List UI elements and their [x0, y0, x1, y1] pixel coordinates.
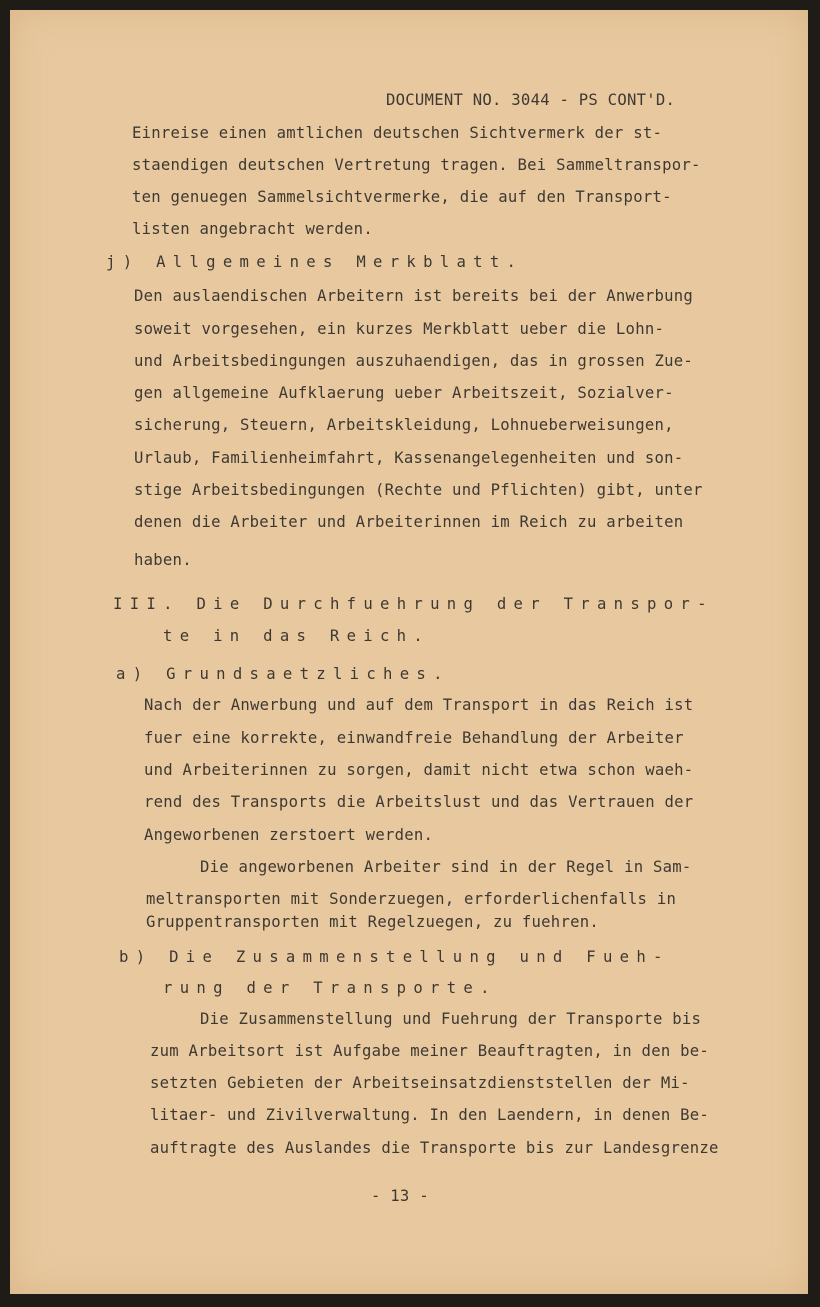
text-line: und Arbeiterinnen zu sorgen, damit nicht etwa schon waeh- — [144, 761, 694, 779]
text-line: Angeworbenen zerstoert werden. — [144, 826, 434, 844]
text-line: Die Zusammenstellung und Fuehrung der Transporte bis — [200, 1010, 702, 1028]
subsection-heading: rung der Transporte. — [163, 979, 497, 997]
text-line: Gruppentransporten mit Regelzuegen, zu fuehren. — [146, 913, 599, 931]
page-number: - 13 - — [371, 1187, 429, 1205]
section-heading: III. Die Durchfuehrung der Transpor- — [113, 595, 714, 613]
text-line: auftragte des Auslandes die Transporte bis zur Landesgrenze — [150, 1139, 719, 1157]
text-line: listen angebracht werden. — [132, 220, 373, 238]
text-line: soweit vorgesehen, ein kurzes Merkblatt ueber die Lohn- — [134, 320, 665, 338]
text-line: litaer- und Zivilverwaltung. In den Laendern, in denen Be- — [150, 1106, 710, 1124]
text-line: Die angeworbenen Arbeiter sind in der Regel in Sam- — [200, 858, 692, 876]
text-line: meltransporten mit Sonderzuegen, erforderlichenfalls in — [146, 890, 677, 908]
text-line: sicherung, Steuern, Arbeitskleidung, Lohnueberweisungen, — [134, 416, 674, 434]
text-line: Den auslaendischen Arbeitern ist bereits bei der Anwerbung — [134, 287, 694, 305]
subsection-heading: a) Grundsaetzliches. — [116, 665, 450, 683]
text-line: und Arbeitsbedingungen auszuhaendigen, das in grossen Zue- — [134, 352, 694, 370]
section-heading: j) Allgemeines Merkblatt. — [106, 253, 524, 271]
text-line: stige Arbeitsbedingungen (Rechte und Pflichten) gibt, unter — [134, 481, 703, 499]
text-line: Nach der Anwerbung und auf dem Transport in das Reich ist — [144, 696, 694, 714]
text-line: Einreise einen amtlichen deutschen Sichtvermerk der st- — [132, 124, 663, 142]
text-line: denen die Arbeiter und Arbeiterinnen im Reich zu arbeiten — [134, 513, 684, 531]
section-heading: te in das Reich. — [163, 627, 431, 645]
text-line: rend des Transports die Arbeitslust und das Vertrauen der — [144, 793, 694, 811]
subsection-heading: b) Die Zusammenstellung und Fueh- — [119, 948, 670, 966]
text-line: fuer eine korrekte, einwandfreie Behandlung der Arbeiter — [144, 729, 684, 747]
text-line: haben. — [134, 551, 192, 569]
text-line: Urlaub, Familienheimfahrt, Kassenangelegenheiten und son- — [134, 449, 684, 467]
text-line: gen allgemeine Aufklaerung ueber Arbeitszeit, Sozialver- — [134, 384, 674, 402]
text-line: staendigen deutschen Vertretung tragen. Bei Sammeltranspor- — [132, 156, 701, 174]
text-line: setzten Gebieten der Arbeitseinsatzdienststellen der Mi- — [150, 1074, 690, 1092]
text-line: zum Arbeitsort ist Aufgabe meiner Beauftragten, in den be- — [150, 1042, 710, 1060]
text-line: ten genuegen Sammelsichtvermerke, die auf den Transport- — [132, 188, 672, 206]
document-header: DOCUMENT NO. 3044 - PS CONT'D. — [386, 91, 676, 109]
